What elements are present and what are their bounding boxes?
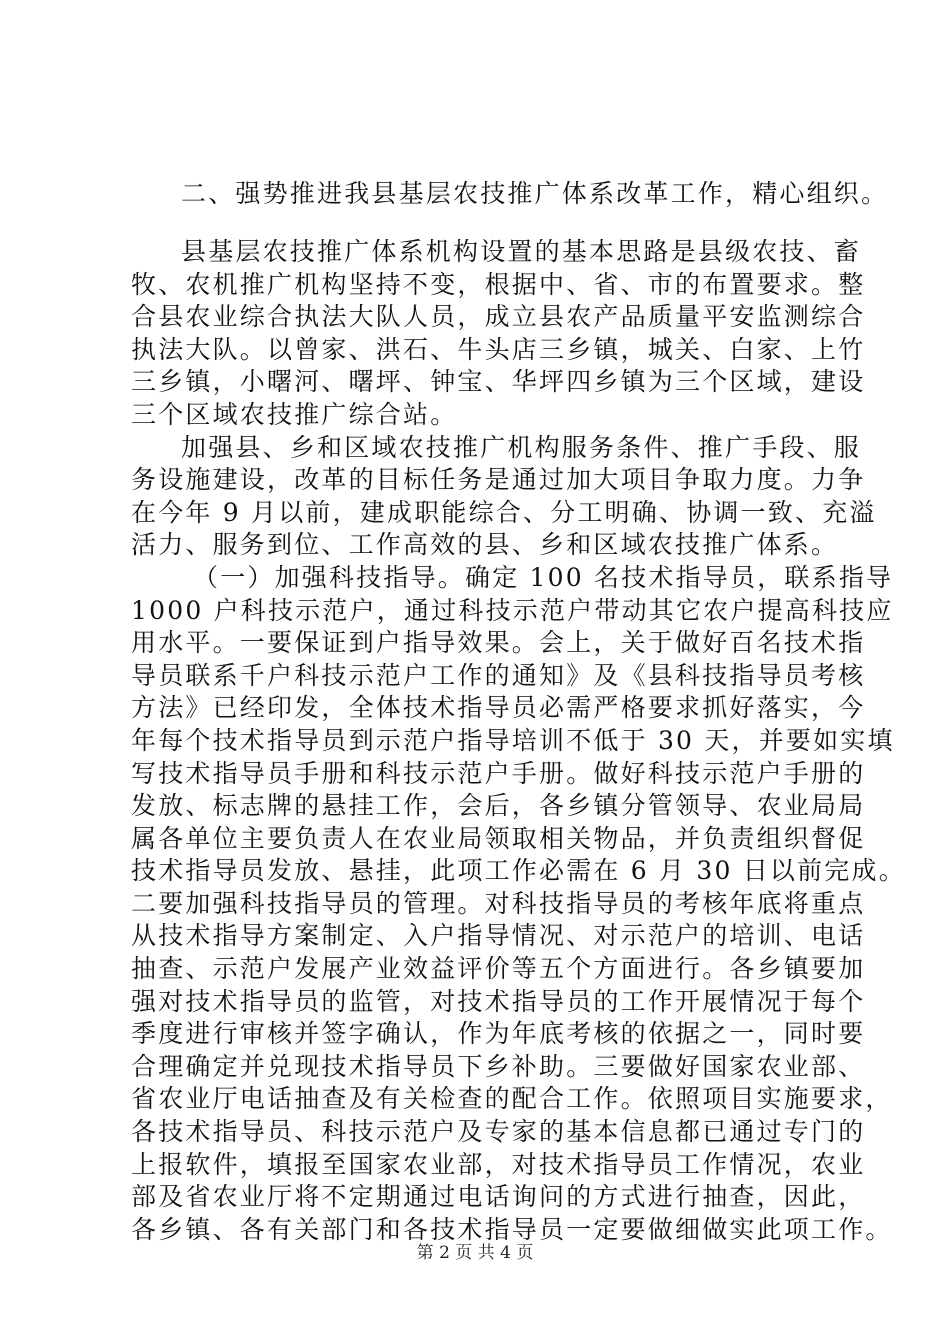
paragraph-line: 合县农业综合执法大队人员，成立县农产品质量平安监测综合: [131, 302, 866, 332]
paragraph-line: 合理确定并兑现技术指导员下乡补助。三要做好国家农业部、: [131, 1051, 866, 1081]
paragraph-line: 季度进行审核并签字确认，作为年底考核的依据之一，同时要: [131, 1019, 866, 1049]
paragraph-line: 技术指导员发放、悬挂，此项工作必需在 6 月 30 日以前完成。: [131, 856, 906, 886]
paragraph-line: 1000 户科技示范户，通过科技示范户带动其它农户提高科技应: [131, 595, 894, 625]
paragraph-line: 部及省农业厅将不定期通过电话询问的方式进行抽查，因此，: [131, 1182, 866, 1212]
paragraph-line: 加强县、乡和区域农技推广机构服务条件、推广手段、服: [181, 432, 862, 462]
paragraph-line: 活力、服务到位、工作高效的县、乡和区域农技推广体系。: [131, 530, 839, 560]
paragraph-line: 三乡镇，小曙河、曙坪、钟宝、华坪四乡镇为三个区域，建设: [131, 367, 866, 397]
paragraph-line: （一）加强科技指导。确定 100 名技术指导员，联系指导: [193, 562, 894, 592]
paragraph-line: 二要加强科技指导员的管理。对科技指导员的考核年底将重点: [131, 888, 866, 918]
body-text: [131, 236, 906, 1246]
paragraph-line: 写技术指导员手册和科技示范户手册。做好科技示范户手册的: [131, 758, 866, 788]
paragraph-line: 用水平。一要保证到户指导效果。会上，关于做好百名技术指: [131, 628, 866, 658]
paragraph-line: 年每个技术指导员到示范户指导培训不低于 30 天，并要如实填: [131, 725, 895, 755]
paragraph-line: 各技术指导员、科技示范户及专家的基本信息都已通过专门的: [131, 1117, 866, 1147]
paragraph-line: 在今年 9 月以前，建成职能综合、分工明确、协调一致、充溢: [131, 497, 877, 527]
paragraph-line: 各乡镇、各有关部门和各技术指导员一定要做细做实此项工作。: [131, 1214, 893, 1244]
paragraph-line: 发放、标志牌的悬挂工作，会后，各乡镇分管领导、农业局局: [131, 791, 866, 821]
paragraph-line: 执法大队。以曾家、洪石、牛头店三乡镇，城关、白家、上竹: [131, 334, 866, 364]
paragraph-line: 三个区域农技推广综合站。: [131, 399, 458, 429]
paragraph-line: 强对技术指导员的监管，对技术指导员的工作开展情况于每个: [131, 986, 866, 1016]
paragraph-line: 省农业厅电话抽查及有关检查的配合工作。依照项目实施要求，: [131, 1084, 893, 1114]
paragraph-line: 方法》已经印发，全体技术指导员必需严格要求抓好落实，今: [131, 693, 866, 723]
paragraph-line: 上报软件，填报至国家农业部，对技术指导员工作情况，农业: [131, 1149, 866, 1179]
paragraph-line: 县基层农技推广体系机构设置的基本思路是县级农技、畜: [181, 237, 862, 266]
section-heading: 二、强势推进我县基层农技推广体系改革工作，精心组织。: [181, 179, 889, 208]
paragraph-line: 牧、农机推广机构坚持不变，根据中、省、市的布置要求。整: [131, 269, 866, 299]
paragraph-line: 导员联系千户科技示范户工作的通知》及《县科技指导员考核: [131, 660, 866, 690]
paragraph-line: 抽查、示范户发展产业效益评价等五个方面进行。各乡镇要加: [131, 954, 866, 984]
page-number: 第 2 页 共 4 页: [416, 1243, 534, 1263]
paragraph-line: 务设施建设，改革的目标任务是通过加大项目争取力度。力争: [131, 465, 866, 495]
paragraph-line: 属各单位主要负责人在农业局领取相关物品，并负责组织督促: [131, 823, 866, 853]
paragraph-line: 从技术指导方案制定、入户指导情况、对示范户的培训、电话: [131, 921, 866, 951]
